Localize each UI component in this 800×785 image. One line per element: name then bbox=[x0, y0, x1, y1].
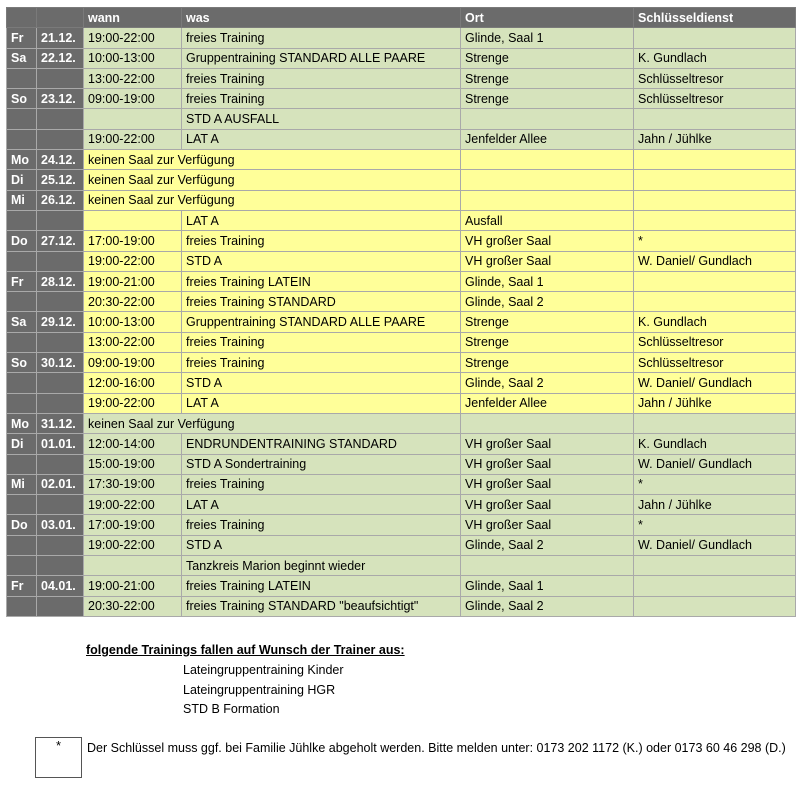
location-cell: VH großer Saal bbox=[461, 434, 634, 454]
date-cell bbox=[37, 373, 84, 393]
header-schluesseldienst: Schlüsseldienst bbox=[634, 8, 796, 28]
date-cell: 25.12. bbox=[37, 170, 84, 190]
time-cell: 17:00-19:00 bbox=[84, 231, 182, 251]
location-cell: Jenfelder Allee bbox=[461, 393, 634, 413]
table-row bbox=[7, 251, 796, 271]
activity-cell: STD A Sondertraining bbox=[182, 454, 461, 474]
header-ort: Ort bbox=[461, 8, 634, 28]
time-cell: 19:00-21:00 bbox=[84, 271, 182, 291]
table-row bbox=[7, 474, 796, 494]
table-row bbox=[7, 535, 796, 555]
table-row bbox=[7, 48, 796, 68]
location-cell: Glinde, Saal 2 bbox=[461, 596, 634, 616]
day-cell: Sa bbox=[7, 48, 37, 68]
day-cell bbox=[7, 596, 37, 616]
key-service-cell bbox=[634, 190, 796, 210]
time-cell: 19:00-22:00 bbox=[84, 535, 182, 555]
key-service-cell: * bbox=[634, 474, 796, 494]
table-row bbox=[7, 393, 796, 413]
table-row bbox=[7, 413, 796, 433]
schedule-table bbox=[6, 7, 796, 617]
day-cell: Mi bbox=[7, 190, 37, 210]
date-cell bbox=[37, 495, 84, 515]
day-cell bbox=[7, 535, 37, 555]
location-cell: Glinde, Saal 1 bbox=[461, 271, 634, 291]
key-service-cell bbox=[634, 170, 796, 190]
activity-cell: freies Training bbox=[182, 515, 461, 535]
location-cell: VH großer Saal bbox=[461, 474, 634, 494]
location-cell bbox=[461, 190, 634, 210]
table-row bbox=[7, 373, 796, 393]
key-service-cell: W. Daniel/ Gundlach bbox=[634, 535, 796, 555]
time-cell bbox=[84, 210, 182, 230]
span-cell: keinen Saal zur Verfügung bbox=[84, 413, 461, 433]
key-service-cell: K. Gundlach bbox=[634, 434, 796, 454]
location-cell bbox=[461, 170, 634, 190]
location-cell: Strenge bbox=[461, 89, 634, 109]
time-cell: 10:00-13:00 bbox=[84, 48, 182, 68]
key-service-cell: Jahn / Jühlke bbox=[634, 393, 796, 413]
key-service-cell: K. Gundlach bbox=[634, 48, 796, 68]
notes-title: folgende Trainings fallen auf Wunsch der Trainer aus: bbox=[86, 643, 405, 657]
date-cell bbox=[37, 454, 84, 474]
key-service-cell bbox=[634, 109, 796, 129]
time-cell: 17:30-19:00 bbox=[84, 474, 182, 494]
location-cell: Strenge bbox=[461, 353, 634, 373]
date-cell: 30.12. bbox=[37, 353, 84, 373]
activity-cell: LAT A bbox=[182, 393, 461, 413]
location-cell: Ausfall bbox=[461, 210, 634, 230]
table-row bbox=[7, 312, 796, 332]
table-row bbox=[7, 68, 796, 88]
location-cell: Glinde, Saal 1 bbox=[461, 576, 634, 596]
key-service-cell: Schlüsseltresor bbox=[634, 68, 796, 88]
activity-cell: LAT A bbox=[182, 129, 461, 149]
day-cell bbox=[7, 129, 37, 149]
activity-cell: freies Training LATEIN bbox=[182, 576, 461, 596]
location-cell: Glinde, Saal 2 bbox=[461, 373, 634, 393]
schedule-body bbox=[7, 28, 796, 617]
footnote-symbol: * bbox=[55, 738, 62, 753]
day-cell bbox=[7, 210, 37, 230]
time-cell bbox=[84, 109, 182, 129]
time-cell: 17:00-19:00 bbox=[84, 515, 182, 535]
day-cell bbox=[7, 393, 37, 413]
time-cell: 19:00-21:00 bbox=[84, 576, 182, 596]
footnote-text: Der Schlüssel muss ggf. bei Familie Jühlke abgeholt werden. Bitte melden unter: 0173 202 1172 (K.) oder 0173 60 46 298 (D.) bbox=[87, 741, 786, 755]
location-cell: VH großer Saal bbox=[461, 231, 634, 251]
date-cell: 04.01. bbox=[37, 576, 84, 596]
date-cell bbox=[37, 251, 84, 271]
notes-item: Lateingruppentraining Kinder bbox=[183, 663, 344, 677]
date-cell bbox=[37, 292, 84, 312]
table-row bbox=[7, 231, 796, 251]
time-cell: 20:30-22:00 bbox=[84, 292, 182, 312]
table-row bbox=[7, 109, 796, 129]
day-cell bbox=[7, 292, 37, 312]
day-cell: Fr bbox=[7, 576, 37, 596]
notes-list bbox=[183, 661, 405, 720]
day-cell bbox=[7, 373, 37, 393]
date-cell: 23.12. bbox=[37, 89, 84, 109]
activity-cell: freies Training LATEIN bbox=[182, 271, 461, 291]
table-row bbox=[7, 210, 796, 230]
key-service-cell bbox=[634, 413, 796, 433]
key-service-cell: K. Gundlach bbox=[634, 312, 796, 332]
time-cell: 20:30-22:00 bbox=[84, 596, 182, 616]
location-cell: Strenge bbox=[461, 48, 634, 68]
activity-cell: LAT A bbox=[182, 495, 461, 515]
date-cell: 03.01. bbox=[37, 515, 84, 535]
activity-cell: freies Training bbox=[182, 474, 461, 494]
table-row bbox=[7, 434, 796, 454]
footnote-symbol-box bbox=[35, 737, 82, 778]
time-cell: 09:00-19:00 bbox=[84, 89, 182, 109]
activity-cell: Gruppentraining STANDARD ALLE PAARE bbox=[182, 48, 461, 68]
activity-cell: freies Training bbox=[182, 28, 461, 48]
time-cell: 13:00-22:00 bbox=[84, 68, 182, 88]
day-cell: Do bbox=[7, 231, 37, 251]
notes-item: Lateingruppentraining HGR bbox=[183, 682, 336, 697]
key-service-cell bbox=[634, 28, 796, 48]
activity-cell: STD A bbox=[182, 373, 461, 393]
table-row bbox=[7, 28, 796, 48]
table-row bbox=[7, 150, 796, 170]
location-cell: Strenge bbox=[461, 332, 634, 352]
table-row bbox=[7, 596, 796, 616]
day-cell: So bbox=[7, 89, 37, 109]
time-cell: 12:00-16:00 bbox=[84, 373, 182, 393]
header-wann: wann bbox=[84, 8, 182, 28]
location-cell bbox=[461, 109, 634, 129]
cancellation-notes bbox=[86, 643, 405, 720]
day-cell: Di bbox=[7, 434, 37, 454]
location-cell bbox=[461, 150, 634, 170]
time-cell: 15:00-19:00 bbox=[84, 454, 182, 474]
table-row bbox=[7, 190, 796, 210]
date-cell bbox=[37, 68, 84, 88]
time-cell: 19:00-22:00 bbox=[84, 129, 182, 149]
location-cell: Strenge bbox=[461, 68, 634, 88]
day-cell: Di bbox=[7, 170, 37, 190]
day-cell bbox=[7, 495, 37, 515]
key-service-cell bbox=[634, 210, 796, 230]
date-cell bbox=[37, 596, 84, 616]
table-row bbox=[7, 556, 796, 576]
key-service-cell: W. Daniel/ Gundlach bbox=[634, 251, 796, 271]
key-service-cell: * bbox=[634, 231, 796, 251]
location-cell: Glinde, Saal 2 bbox=[461, 292, 634, 312]
location-cell: VH großer Saal bbox=[461, 495, 634, 515]
time-cell: 10:00-13:00 bbox=[84, 312, 182, 332]
time-cell: 19:00-22:00 bbox=[84, 28, 182, 48]
date-cell: 28.12. bbox=[37, 271, 84, 291]
header-row bbox=[7, 8, 796, 28]
activity-cell: STD A bbox=[182, 535, 461, 555]
day-cell: Mo bbox=[7, 150, 37, 170]
date-cell: 21.12. bbox=[37, 28, 84, 48]
time-cell: 12:00-14:00 bbox=[84, 434, 182, 454]
day-cell bbox=[7, 556, 37, 576]
time-cell: 09:00-19:00 bbox=[84, 353, 182, 373]
header-date bbox=[37, 8, 84, 28]
date-cell: 31.12. bbox=[37, 413, 84, 433]
date-cell bbox=[37, 393, 84, 413]
date-cell bbox=[37, 535, 84, 555]
time-cell bbox=[84, 556, 182, 576]
span-cell: keinen Saal zur Verfügung bbox=[84, 170, 461, 190]
key-service-cell: Schlüsseltresor bbox=[634, 353, 796, 373]
header-was: was bbox=[182, 8, 461, 28]
date-cell: 24.12. bbox=[37, 150, 84, 170]
key-service-cell: W. Daniel/ Gundlach bbox=[634, 373, 796, 393]
day-cell bbox=[7, 454, 37, 474]
activity-cell: Gruppentraining STANDARD ALLE PAARE bbox=[182, 312, 461, 332]
date-cell bbox=[37, 210, 84, 230]
notes-item: STD B Formation bbox=[183, 702, 280, 716]
key-service-cell: Schlüsseltresor bbox=[634, 89, 796, 109]
activity-cell: ENDRUNDENTRAINING STANDARD bbox=[182, 434, 461, 454]
activity-cell: freies Training bbox=[182, 89, 461, 109]
key-service-cell bbox=[634, 576, 796, 596]
table-row bbox=[7, 353, 796, 373]
table-row bbox=[7, 515, 796, 535]
key-service-cell: W. Daniel/ Gundlach bbox=[634, 454, 796, 474]
time-cell: 19:00-22:00 bbox=[84, 393, 182, 413]
day-cell bbox=[7, 251, 37, 271]
location-cell: Jenfelder Allee bbox=[461, 129, 634, 149]
time-cell: 19:00-22:00 bbox=[84, 251, 182, 271]
date-cell: 29.12. bbox=[37, 312, 84, 332]
activity-cell: STD A AUSFALL bbox=[182, 109, 461, 129]
header-day bbox=[7, 8, 37, 28]
table-row bbox=[7, 495, 796, 515]
location-cell: Strenge bbox=[461, 312, 634, 332]
activity-cell: freies Training STANDARD "beaufsichtigt" bbox=[182, 596, 461, 616]
location-cell: VH großer Saal bbox=[461, 251, 634, 271]
span-cell: keinen Saal zur Verfügung bbox=[84, 190, 461, 210]
day-cell: Fr bbox=[7, 271, 37, 291]
key-service-cell bbox=[634, 596, 796, 616]
table-row bbox=[7, 454, 796, 474]
location-cell bbox=[461, 413, 634, 433]
table-row bbox=[7, 576, 796, 596]
date-cell: 02.01. bbox=[37, 474, 84, 494]
date-cell bbox=[37, 129, 84, 149]
activity-cell: freies Training bbox=[182, 231, 461, 251]
location-cell bbox=[461, 556, 634, 576]
time-cell: 13:00-22:00 bbox=[84, 332, 182, 352]
key-service-cell bbox=[634, 150, 796, 170]
date-cell bbox=[37, 556, 84, 576]
activity-cell: freies Training bbox=[182, 332, 461, 352]
day-cell: Do bbox=[7, 515, 37, 535]
key-service-cell: Schlüsseltresor bbox=[634, 332, 796, 352]
activity-cell: freies Training bbox=[182, 68, 461, 88]
date-cell: 01.01. bbox=[37, 434, 84, 454]
key-service-cell bbox=[634, 556, 796, 576]
day-cell: Mo bbox=[7, 413, 37, 433]
table-row bbox=[7, 292, 796, 312]
table-row bbox=[7, 129, 796, 149]
day-cell: Fr bbox=[7, 28, 37, 48]
activity-cell: freies Training STANDARD bbox=[182, 292, 461, 312]
activity-cell: LAT A bbox=[182, 210, 461, 230]
day-cell bbox=[7, 332, 37, 352]
table-row bbox=[7, 271, 796, 291]
time-cell: 19:00-22:00 bbox=[84, 495, 182, 515]
span-cell: keinen Saal zur Verfügung bbox=[84, 150, 461, 170]
key-service-cell: * bbox=[634, 515, 796, 535]
activity-cell: Tanzkreis Marion beginnt wieder bbox=[182, 556, 461, 576]
day-cell bbox=[7, 68, 37, 88]
key-service-cell: Jahn / Jühlke bbox=[634, 129, 796, 149]
date-cell bbox=[37, 109, 84, 129]
date-cell: 22.12. bbox=[37, 48, 84, 68]
day-cell: So bbox=[7, 353, 37, 373]
key-service-cell bbox=[634, 271, 796, 291]
day-cell bbox=[7, 109, 37, 129]
table-row bbox=[7, 89, 796, 109]
date-cell: 26.12. bbox=[37, 190, 84, 210]
date-cell bbox=[37, 332, 84, 352]
activity-cell: STD A bbox=[182, 251, 461, 271]
key-service-cell bbox=[634, 292, 796, 312]
date-cell: 27.12. bbox=[37, 231, 84, 251]
table-row bbox=[7, 332, 796, 352]
table-row bbox=[7, 170, 796, 190]
location-cell: VH großer Saal bbox=[461, 454, 634, 474]
day-cell: Sa bbox=[7, 312, 37, 332]
location-cell: Glinde, Saal 1 bbox=[461, 28, 634, 48]
day-cell: Mi bbox=[7, 474, 37, 494]
location-cell: Glinde, Saal 2 bbox=[461, 535, 634, 555]
key-service-cell: Jahn / Jühlke bbox=[634, 495, 796, 515]
activity-cell: freies Training bbox=[182, 353, 461, 373]
location-cell: VH großer Saal bbox=[461, 515, 634, 535]
